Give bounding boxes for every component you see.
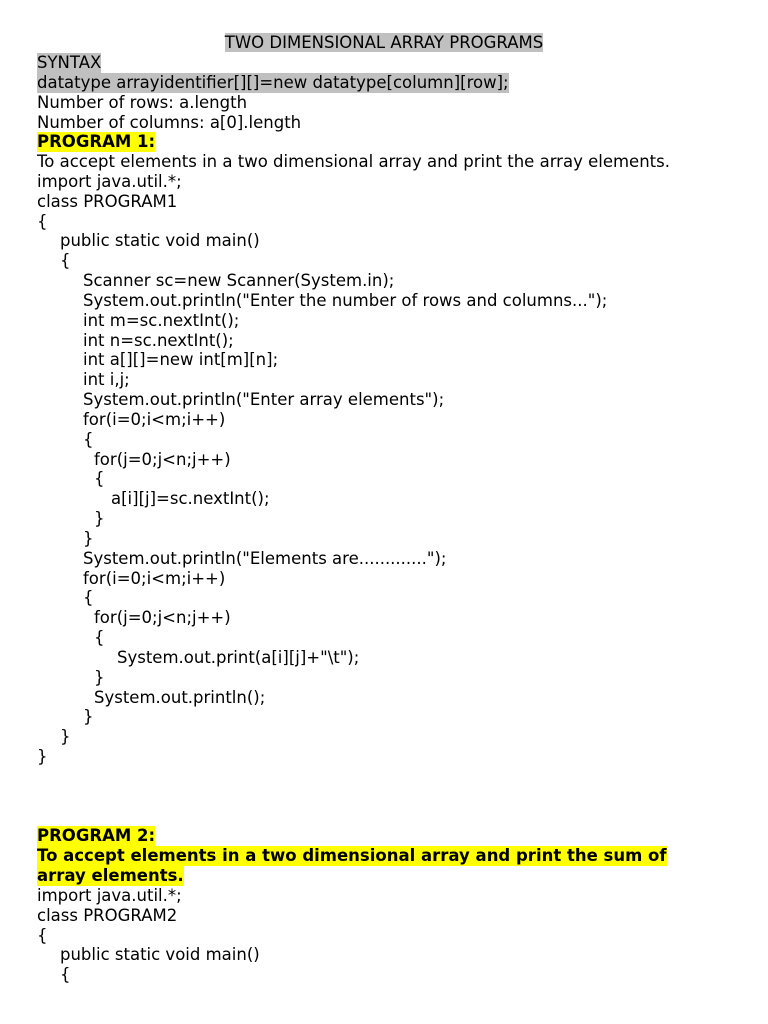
code-line: { [60, 251, 71, 271]
code-line: } [60, 727, 71, 747]
code-line: } [37, 747, 48, 767]
code-line: } [83, 528, 94, 548]
program1-description: To accept elements in a two dimensional array and print the array elements. [37, 152, 670, 171]
code-line: class PROGRAM2 [37, 905, 178, 925]
code-line: } [94, 667, 105, 687]
code-line: for(i=0;i<m;i++) [83, 568, 226, 588]
program2-description-line2: array elements. [37, 866, 184, 885]
code-line: Scanner sc=new Scanner(System.in); [83, 271, 395, 291]
program2-description-line1: To accept elements in a two dimensional array and print the sum of [37, 846, 667, 865]
code-line: { [60, 965, 71, 985]
code-line: for(i=0;i<m;i++) [83, 409, 226, 429]
code-line: for(j=0;j<n;j++) [94, 449, 231, 469]
code-line: System.out.println("Enter the number of rows and columns..."); [83, 290, 608, 310]
code-line: { [94, 628, 105, 648]
document-title: TWO DIMENSIONAL ARRAY PROGRAMS [224, 33, 544, 52]
code-line: for(j=0;j<n;j++) [94, 608, 231, 628]
code-line: a[i][j]=sc.nextInt(); [111, 489, 270, 509]
rows-note: Number of rows: a.length [37, 93, 248, 112]
code-line: int n=sc.nextInt(); [83, 330, 234, 350]
code-line: System.out.println(); [94, 687, 266, 707]
code-line: System.out.println("Enter array elements"); [83, 390, 445, 410]
code-line: { [37, 211, 48, 231]
code-line: } [94, 509, 105, 529]
code-line: public static void main() [60, 231, 260, 251]
syntax-heading: SYNTAX [37, 53, 102, 72]
code-line: { [37, 925, 48, 945]
code-line: } [83, 707, 94, 727]
program1-heading: PROGRAM 1: [37, 132, 156, 151]
code-line: { [94, 469, 105, 489]
syntax-line: datatype arrayidentifier[][]=new datatype[column][row]; [37, 73, 509, 92]
code-line: System.out.println("Elements are............."); [83, 548, 447, 568]
code-line: public static void main() [60, 945, 260, 965]
code-line: import java.util.*; [37, 172, 182, 191]
code-line: { [83, 429, 94, 449]
code-line: int a[][]=new int[m][n]; [83, 350, 279, 370]
code-line: int i,j; [83, 370, 130, 390]
code-line: System.out.print(a[i][j]+"\t"); [117, 647, 360, 667]
code-line: import java.util.*; [37, 886, 182, 905]
program2-heading: PROGRAM 2: [37, 826, 156, 845]
code-line: class PROGRAM1 [37, 191, 178, 211]
code-line: { [83, 588, 94, 608]
code-line: int m=sc.nextInt(); [83, 310, 240, 330]
columns-note: Number of columns: a[0].length [37, 113, 302, 132]
